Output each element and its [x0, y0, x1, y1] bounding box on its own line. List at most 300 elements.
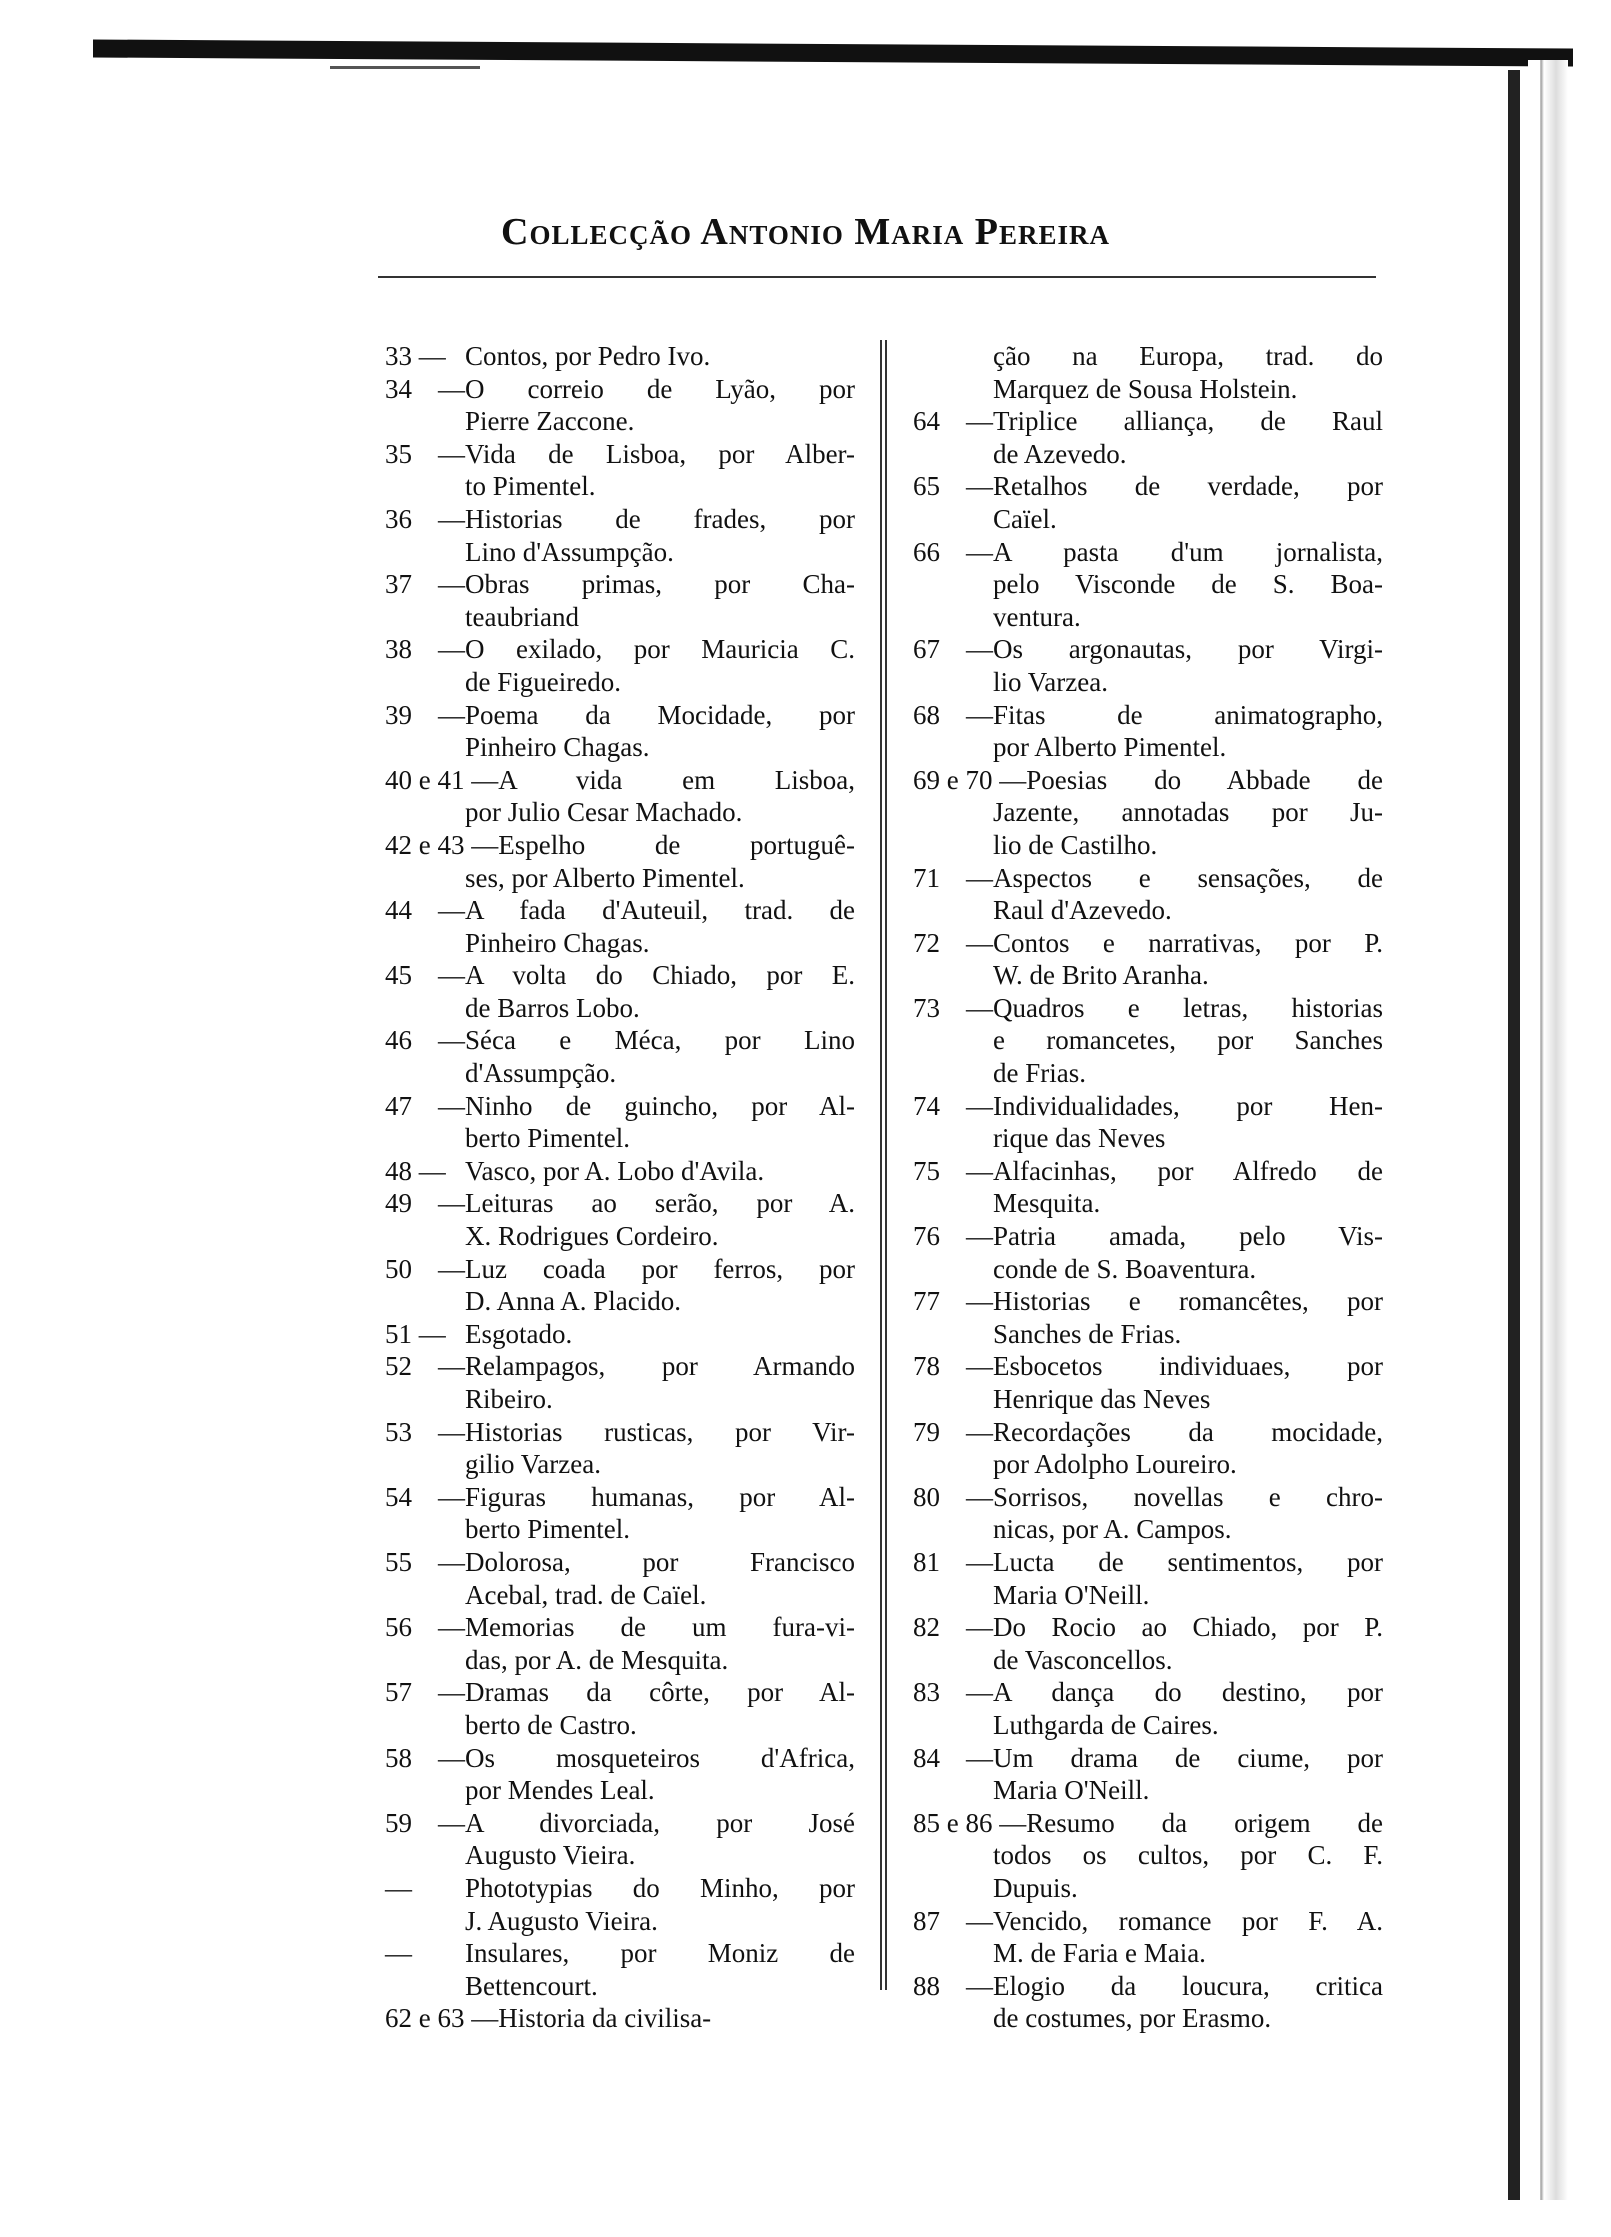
entry-text: d'Assumpção.	[465, 1058, 617, 1089]
entry-line	[385, 1579, 855, 1612]
catalog-entry	[385, 1187, 855, 1252]
entry-line	[385, 1253, 855, 1286]
entry-text: Dolorosa, por Francisco	[465, 1546, 855, 1577]
entry-line	[913, 601, 1383, 634]
entry-text: por Alberto Pimentel.	[993, 732, 1227, 763]
catalog-entry	[385, 1350, 855, 1415]
catalog-entry	[385, 1416, 855, 1481]
entry-line	[913, 1513, 1383, 1546]
page-binding-shadow	[1528, 60, 1568, 2200]
entry-number: —	[385, 1872, 412, 1903]
catalog-entry	[385, 829, 855, 894]
entry-text: Obras primas, por Cha-	[465, 569, 855, 600]
catalog-entry	[913, 764, 1383, 862]
catalog-entry	[385, 699, 855, 764]
entry-text: Os argonautas, por Virgi-	[993, 634, 1383, 665]
entry-line	[385, 470, 855, 503]
entry-line	[385, 796, 855, 829]
entry-line	[385, 633, 855, 666]
entry-number: 64 —	[913, 406, 993, 437]
entry-text: Henrique das Neves	[993, 1384, 1211, 1414]
entry-text: Vasco, por A. Lobo d'Avila.	[465, 1155, 765, 1186]
page-right-edge	[1508, 70, 1520, 2200]
entry-number: 36 —	[385, 503, 465, 534]
entry-number: 33 —	[385, 341, 446, 371]
entry-text: de Vasconcellos.	[993, 1644, 1173, 1675]
entry-line	[385, 1481, 855, 1514]
entry-line	[385, 1872, 855, 1905]
catalog-entry	[385, 1155, 855, 1188]
entry-text: Dramas da côrte, por Al-	[465, 1677, 855, 1708]
entry-text: Ribeiro.	[465, 1384, 553, 1414]
entry-number: 68 —	[913, 699, 993, 730]
right-column	[913, 340, 1383, 2035]
catalog-entry	[385, 633, 855, 698]
entry-line	[913, 1122, 1383, 1155]
entry-line	[385, 1350, 855, 1383]
entry-line	[385, 1448, 855, 1481]
entry-line	[385, 1122, 855, 1155]
entry-line	[913, 1970, 1383, 2003]
catalog-entry	[913, 1742, 1383, 1807]
entry-text: ses, por Alberto Pimentel.	[465, 862, 745, 893]
catalog-entry	[913, 699, 1383, 764]
catalog-entry	[385, 1318, 855, 1351]
entry-text: A volta do Chiado, por E.	[465, 960, 855, 991]
entry-text: Historias rusticas, por Vir-	[465, 1416, 855, 1447]
entry-text: Esgotado.	[465, 1318, 573, 1349]
entry-text: ventura.	[993, 601, 1081, 632]
entry-line	[913, 503, 1383, 536]
catalog-entry	[913, 1416, 1383, 1481]
entry-number: 82 —	[913, 1612, 993, 1643]
entry-line	[385, 1220, 855, 1253]
entry-text: Os mosqueteiros d'Africa,	[465, 1742, 855, 1773]
catalog-entry	[385, 1481, 855, 1546]
entry-text: Sorrisos, novellas e chro-	[993, 1481, 1383, 1512]
entry-number: 75 —	[913, 1155, 993, 1186]
catalog-entry	[385, 340, 855, 373]
entry-number: 83 —	[913, 1677, 993, 1708]
catalog-entry	[385, 438, 855, 503]
entry-text: berto Pimentel.	[465, 1123, 630, 1154]
entry-line	[913, 1416, 1383, 1449]
entry-line	[913, 1839, 1383, 1872]
entry-text: Pinheiro Chagas.	[465, 927, 650, 958]
entry-text: ção na Europa, trad. do	[993, 341, 1383, 371]
entry-line	[385, 373, 855, 406]
entry-text: Luz coada por ferros, por	[465, 1253, 855, 1284]
catalog-entry	[385, 894, 855, 959]
entry-number: 44 —	[385, 895, 465, 926]
entry-number: 55 —	[385, 1546, 465, 1577]
entry-line	[913, 373, 1383, 406]
catalog-entry	[385, 1872, 855, 1937]
catalog-entry	[913, 536, 1383, 634]
entry-text: conde de S. Boaventura.	[993, 1253, 1257, 1284]
entry-number: 52 —	[385, 1351, 465, 1382]
entry-line	[913, 1709, 1383, 1742]
entry-line	[913, 1090, 1383, 1123]
catalog-entry	[385, 1546, 855, 1611]
entry-line	[385, 1611, 855, 1644]
entry-line	[913, 633, 1383, 666]
entry-line	[913, 340, 1383, 373]
entry-text: Relampagos, por Armando	[465, 1351, 855, 1382]
entry-text: Jazente, annotadas por Ju-	[993, 797, 1383, 828]
entry-text: de Azevedo.	[993, 438, 1127, 469]
catalog-entry	[385, 959, 855, 1024]
entry-text: Phototypias do Minho, por	[465, 1872, 855, 1903]
entry-line	[913, 796, 1383, 829]
entry-line	[913, 1057, 1383, 1090]
entry-text: Vida de Lisboa, por Alber-	[465, 438, 855, 469]
entry-text: Leituras ao serão, por A.	[465, 1188, 855, 1219]
entry-text: berto Pimentel.	[465, 1514, 630, 1545]
entry-text: Vencido, romance por F. A.	[993, 1905, 1383, 1936]
entry-number: 56 —	[385, 1612, 465, 1643]
entry-text: Espelho de portuguê-	[498, 829, 855, 860]
catalog-entry	[913, 1611, 1383, 1676]
entry-line	[385, 699, 855, 732]
catalog-entry	[385, 503, 855, 568]
catalog-entry	[385, 1253, 855, 1318]
entry-line	[913, 1546, 1383, 1579]
entry-line	[913, 1155, 1383, 1188]
catalog-entry	[385, 568, 855, 633]
entry-text: das, por A. de Mesquita.	[465, 1644, 729, 1675]
entry-text: Individualidades, por Hen-	[993, 1090, 1383, 1121]
title-rule	[378, 276, 1376, 278]
entry-text: Mesquita.	[993, 1188, 1101, 1219]
entry-line	[913, 731, 1383, 764]
entry-line	[385, 927, 855, 960]
entry-line	[385, 1416, 855, 1449]
entry-line	[913, 568, 1383, 601]
catalog-entry	[913, 405, 1383, 470]
entry-line	[913, 2002, 1383, 2035]
entry-text: Acebal, trad. de Caïel.	[465, 1579, 707, 1610]
entry-text: lio de Castilho.	[993, 829, 1158, 860]
entry-text: A dança do destino, por	[993, 1677, 1383, 1708]
entry-number: 53 —	[385, 1416, 465, 1447]
catalog-entry	[385, 1742, 855, 1807]
entry-line	[385, 731, 855, 764]
entry-line	[913, 666, 1383, 699]
entry-line	[385, 1513, 855, 1546]
entry-line	[385, 536, 855, 569]
entry-text: Sanches de Frias.	[993, 1318, 1182, 1349]
entry-text: Maria O'Neill.	[993, 1579, 1150, 1610]
entry-text: Augusto Vieira.	[465, 1840, 636, 1871]
entry-text: Dupuis.	[993, 1872, 1078, 1903]
catalog-entry	[913, 340, 1383, 405]
entry-text: Historia da civilisa-	[498, 2003, 712, 2034]
catalog-entry	[913, 992, 1383, 1090]
catalog-entry	[385, 2002, 855, 2035]
entry-text: por Mendes Leal.	[465, 1775, 655, 1806]
catalog-entry	[913, 927, 1383, 992]
entry-text: Recordações da mocidade,	[993, 1416, 1383, 1447]
catalog-entry	[385, 1611, 855, 1676]
entry-text: de Barros Lobo.	[465, 992, 640, 1023]
entry-text: de Figueiredo.	[465, 666, 621, 697]
entry-number: 37 —	[385, 569, 465, 600]
entry-line	[913, 1481, 1383, 1514]
entry-line	[385, 1546, 855, 1579]
entry-text: Caïel.	[993, 503, 1057, 534]
catalog-entry	[913, 1350, 1383, 1415]
entry-text: Do Rocio ao Chiado, por P.	[993, 1612, 1383, 1643]
entry-text: Um drama de ciume, por	[993, 1742, 1383, 1773]
catalog-entry	[385, 764, 855, 829]
entry-number: 77 —	[913, 1286, 993, 1317]
entry-line	[913, 1774, 1383, 1807]
entry-text: Esbocetos individuaes, por	[993, 1351, 1383, 1382]
entry-number: —	[385, 1938, 412, 1969]
entry-line	[913, 1448, 1383, 1481]
entry-line	[385, 1676, 855, 1709]
catalog-entry	[913, 1090, 1383, 1155]
entry-text: Marquez de Sousa Holstein.	[993, 373, 1298, 404]
entry-line	[385, 1155, 855, 1188]
entry-line	[385, 1318, 855, 1351]
entry-line	[913, 1253, 1383, 1286]
entry-text: Retalhos de verdade, por	[993, 471, 1383, 502]
page-title: Collecção Antonio Maria Pereira	[501, 211, 1110, 253]
entry-number: 50 —	[385, 1253, 465, 1284]
entry-text: Contos e narrativas, por P.	[993, 927, 1383, 958]
entry-text: Insulares, por Moniz de	[465, 1938, 855, 1969]
entry-number: 49 —	[385, 1188, 465, 1219]
entry-text: Pierre Zaccone.	[465, 406, 635, 437]
entry-text: M. de Faria e Maia.	[993, 1938, 1206, 1969]
entry-text: Bettencourt.	[465, 1970, 598, 2001]
entry-line	[913, 829, 1383, 862]
entry-text: Figuras humanas, por Al-	[465, 1481, 855, 1512]
entry-line	[913, 992, 1383, 1025]
entry-line	[385, 894, 855, 927]
entry-line	[913, 894, 1383, 927]
entry-text: de costumes, por Erasmo.	[993, 2003, 1272, 2034]
entry-line	[913, 1644, 1383, 1677]
entry-number: 59 —	[385, 1807, 465, 1838]
entry-number: 69 e 70 —	[913, 764, 1027, 795]
entry-line	[385, 1024, 855, 1057]
entry-number: 65 —	[913, 471, 993, 502]
catalog-entry	[913, 1905, 1383, 1970]
entry-number: 40 e 41 —	[385, 764, 499, 795]
entry-text: A fada d'Auteuil, trad. de	[465, 895, 855, 926]
entry-text: berto de Castro.	[465, 1709, 637, 1740]
entry-text: Poema da Mocidade, por	[465, 699, 855, 730]
entry-line	[913, 1807, 1383, 1840]
entry-text: Fitas de animatographo,	[993, 699, 1383, 730]
entry-text: teaubriand	[465, 601, 579, 632]
entry-text: nicas, por A. Campos.	[993, 1514, 1232, 1545]
entry-text: W. de Brito Aranha.	[993, 960, 1209, 991]
entry-line	[913, 1350, 1383, 1383]
entry-line	[913, 862, 1383, 895]
entry-line	[913, 1676, 1383, 1709]
entry-text: Alfacinhas, por Alfredo de	[993, 1155, 1383, 1186]
entry-line	[913, 927, 1383, 960]
catalog-entry	[913, 1676, 1383, 1741]
entry-text: gilio Varzea.	[465, 1449, 601, 1480]
entry-number: 58 —	[385, 1742, 465, 1773]
entry-line	[385, 1057, 855, 1090]
entry-line	[913, 1383, 1383, 1416]
entry-line	[913, 1187, 1383, 1220]
entry-text: Contos, por Pedro Ivo.	[465, 341, 711, 371]
entry-number: 88 —	[913, 1970, 993, 2001]
catalog-entry	[385, 1024, 855, 1089]
entry-text: Aspectos e sensações, de	[993, 862, 1383, 893]
catalog-entry	[913, 1285, 1383, 1350]
entry-text: Historias e romancêtes, por	[993, 1286, 1383, 1317]
entry-line	[913, 438, 1383, 471]
catalog-entry	[913, 633, 1383, 698]
entry-text: Historias de frades, por	[465, 503, 855, 534]
entry-line	[385, 2002, 855, 2035]
entry-line	[385, 1937, 855, 1970]
entry-number: 46 —	[385, 1025, 465, 1056]
scan-artifact-line	[330, 66, 480, 69]
entry-text: de Frias.	[993, 1058, 1086, 1089]
entry-number: 57 —	[385, 1677, 465, 1708]
entry-text: A vida em Lisboa,	[498, 764, 855, 795]
entry-text: Elogio da loucura, critica	[993, 1970, 1383, 2001]
entry-line	[385, 1383, 855, 1416]
entry-line	[385, 1970, 855, 2003]
entry-number: 45 —	[385, 960, 465, 991]
entry-text: por Adolpho Loureiro.	[993, 1449, 1237, 1480]
entry-line	[385, 1839, 855, 1872]
catalog-entry	[385, 1676, 855, 1741]
entry-number: 87 —	[913, 1905, 993, 1936]
catalog-entry	[913, 1546, 1383, 1611]
entry-line	[385, 1774, 855, 1807]
entry-number: 71 —	[913, 862, 993, 893]
left-column	[385, 340, 855, 2035]
entry-number: 72 —	[913, 927, 993, 958]
entry-line	[385, 405, 855, 438]
entry-text: to Pimentel.	[465, 471, 596, 502]
entry-text: O correio de Lyão, por	[465, 373, 855, 404]
entry-number: 48 —	[385, 1155, 446, 1186]
entry-line	[385, 1285, 855, 1318]
entry-line	[385, 601, 855, 634]
entry-text: Lucta de sentimentos, por	[993, 1546, 1383, 1577]
entry-number: 79 —	[913, 1416, 993, 1447]
entry-line	[913, 1220, 1383, 1253]
column-divider	[880, 340, 887, 1990]
entry-number: 85 e 86 —	[913, 1807, 1027, 1838]
entry-number: 84 —	[913, 1742, 993, 1773]
entry-line	[913, 1285, 1383, 1318]
entry-number: 34 —	[385, 373, 465, 404]
entry-number: 42 e 43 —	[385, 829, 499, 860]
entry-text: Raul d'Azevedo.	[993, 895, 1172, 926]
entry-line	[385, 862, 855, 895]
entry-number: 39 —	[385, 699, 465, 730]
entry-text: e romancetes, por Sanches	[993, 1025, 1383, 1056]
entry-line	[385, 1187, 855, 1220]
entry-text: rique das Neves	[993, 1123, 1166, 1154]
catalog-entry	[385, 1090, 855, 1155]
catalog-entry	[913, 1970, 1383, 2035]
entry-text: Quadros e letras, historias	[993, 992, 1383, 1023]
entry-line	[913, 1579, 1383, 1612]
entry-line	[913, 1905, 1383, 1938]
entry-line	[913, 1872, 1383, 1905]
catalog-entry	[385, 1807, 855, 1872]
entry-text: O exilado, por Mauricia C.	[465, 634, 855, 665]
entry-text: A pasta d'um jornalista,	[993, 536, 1383, 567]
entry-text: X. Rodrigues Cordeiro.	[465, 1221, 719, 1252]
entry-text: Luthgarda de Caires.	[993, 1709, 1219, 1740]
entry-line	[385, 959, 855, 992]
catalog-entry	[913, 1155, 1383, 1220]
entry-line	[913, 1611, 1383, 1644]
entry-text: por Julio Cesar Machado.	[465, 797, 743, 828]
entry-line	[385, 340, 855, 373]
entry-text: pelo Visconde de S. Boa-	[993, 569, 1383, 600]
entry-line	[385, 503, 855, 536]
entry-line	[913, 536, 1383, 569]
entry-text: Ninho de guincho, por Al-	[465, 1090, 855, 1121]
entry-text: Memorias de um fura-vi-	[465, 1612, 855, 1643]
entry-text: Lino d'Assumpção.	[465, 536, 674, 567]
entry-text: Pinheiro Chagas.	[465, 732, 650, 763]
entry-number: 67 —	[913, 634, 993, 665]
entry-number: 35 —	[385, 438, 465, 469]
catalog-entry	[913, 1807, 1383, 1905]
entry-number: 47 —	[385, 1090, 465, 1121]
catalog-entry	[913, 1220, 1383, 1285]
entry-line	[385, 438, 855, 471]
entry-number: 81 —	[913, 1546, 993, 1577]
entry-line	[385, 1905, 855, 1938]
entry-line	[913, 470, 1383, 503]
entry-line	[385, 568, 855, 601]
entry-line	[385, 1709, 855, 1742]
entry-number: 74 —	[913, 1090, 993, 1121]
catalog-entry	[385, 373, 855, 438]
entry-line	[913, 1937, 1383, 1970]
entry-text: Séca e Méca, por Lino	[465, 1025, 855, 1056]
entry-text: Resumo da origem de	[1026, 1807, 1383, 1838]
entry-line	[385, 764, 855, 797]
entry-number: 73 —	[913, 992, 993, 1023]
entry-text: Patria amada, pelo Vis-	[993, 1221, 1383, 1252]
entry-text: Maria O'Neill.	[993, 1775, 1150, 1806]
entry-text: lio Varzea.	[993, 666, 1108, 697]
page-top-edge-bar	[93, 39, 1573, 66]
entry-line	[385, 992, 855, 1025]
entry-number: 76 —	[913, 1221, 993, 1252]
entry-number: 78 —	[913, 1351, 993, 1382]
entry-line	[913, 699, 1383, 732]
entry-line	[913, 1742, 1383, 1775]
entry-number: 66 —	[913, 536, 993, 567]
catalog-entry	[913, 470, 1383, 535]
entry-line	[385, 1090, 855, 1123]
entry-number: 54 —	[385, 1481, 465, 1512]
entry-line	[385, 666, 855, 699]
entry-line	[913, 959, 1383, 992]
entry-line	[385, 1807, 855, 1840]
